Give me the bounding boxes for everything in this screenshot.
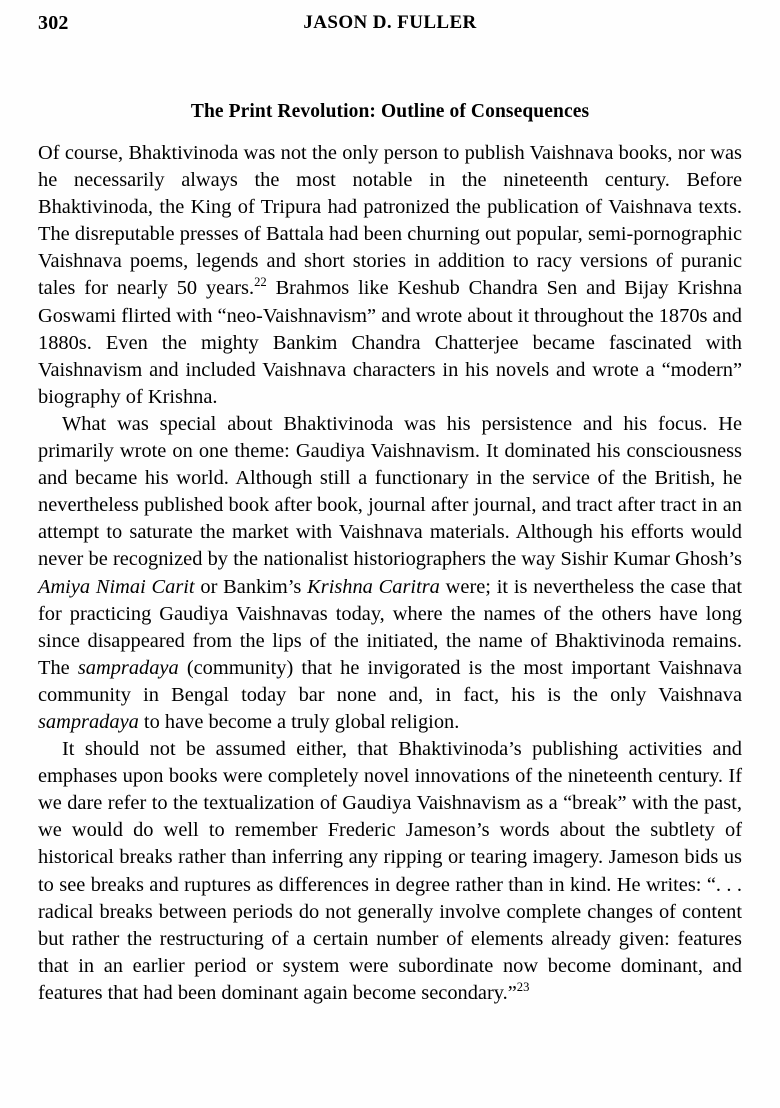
- book-title-amiya-nimai-carit: Amiya Nimai Carit: [38, 575, 195, 598]
- paragraph-2-segment-4: (community) that he invigorated is the most important Vaishnava community in Bengal today bar none and, in fact, his is the only Vaishnava: [38, 656, 742, 706]
- paragraph-2-segment-1: What was special about Bhaktivinoda was his persistence and his focus. He primarily wrote on one theme: Gaudiya Vaishnavism. It dominated his consciousness and became his world. Although still a functionary in the service of the British, he nevertheless published book after book, journal after journal, and tract after tract in an attempt to saturate the market with Vaishnava materials. Although his efforts would never be recognized by the nationalist historiographers the way Sishir Kumar Ghosh’s: [38, 412, 742, 571]
- term-sampradaya-first: sampradaya: [77, 656, 179, 679]
- footnote-marker-22: 22: [254, 275, 267, 290]
- body-text: [38, 140, 742, 1007]
- paragraph-3-text: It should not be assumed either, that Bhaktivinoda’s publishing activities and emphases upon books were completely novel innovations of the nineteenth century. If we dare refer to the textualization of Gaudiya Vaishnavism as a “break” with the past, we would do well to remember Frederic Jameson’s words about the subtlety of historical breaks rather than inferring any ripping or tearing imagery. Jameson bids us to see breaks and ruptures as differences in degree rather than in kind. He writes: “. . . radical breaks between periods do not generally involve complete changes of content but rather the restructuring of a certain number of elements already given: features that in an earlier period or system were subordinate now become dominant, and features that had been dominant again become secondary.”: [38, 738, 742, 1004]
- footnote-marker-23: 23: [516, 980, 530, 995]
- paragraph-2-segment-3: were; it is nevertheless the case that for practicing Gaudiya Vaishnavas today, where the names of the others have long since disappeared from the lips of the initiated, the name of Bhaktivinoda remains. The: [38, 575, 743, 679]
- paragraph-2-segment-5: to have become a truly global religion.: [138, 710, 460, 733]
- term-sampradaya-second: sampradaya: [38, 710, 139, 733]
- paragraph-1-text: Of course, Bhaktivinoda was not the only person to publish Vaishnava books, nor was he necessarily always the most notable in the nineteenth century. Before Bhaktivinoda, the King of Tripura had patronized the publication of Vaishnava texts. The disreputable presses of Battala had been churning out popular, semi-pornographic Vaishnava poems, legends and short stories in addition to racy versions of puranic tales for nearly 50 years.: [38, 142, 742, 300]
- running-head-author: JASON D. FULLER: [303, 12, 477, 33]
- paragraph-2: [38, 411, 742, 736]
- paragraph-1-text-continued: Brahmos like Keshub Chandra Sen and Bijay Krishna Goswami flirted with “neo-Vaishnavism” and wrote about it throughout the 1870s and 1880s. Even the mighty Bankim Chandra Chatterjee became fascinated with Vaishnavism and included Vaishnava characters in his novels and wrote a “modern” biography of Krishna.: [38, 277, 742, 408]
- paragraph-3: [38, 736, 742, 1007]
- paragraph-2-segment-2: or Bankim’s: [194, 575, 308, 598]
- section-heading: The Print Revolution: Outline of Consequences: [190, 101, 590, 123]
- page-number: 302: [38, 12, 69, 34]
- running-head: [38, 10, 742, 40]
- paragraph-1: [38, 140, 742, 411]
- book-title-krishna-caritra: Krishna Caritra: [307, 575, 440, 598]
